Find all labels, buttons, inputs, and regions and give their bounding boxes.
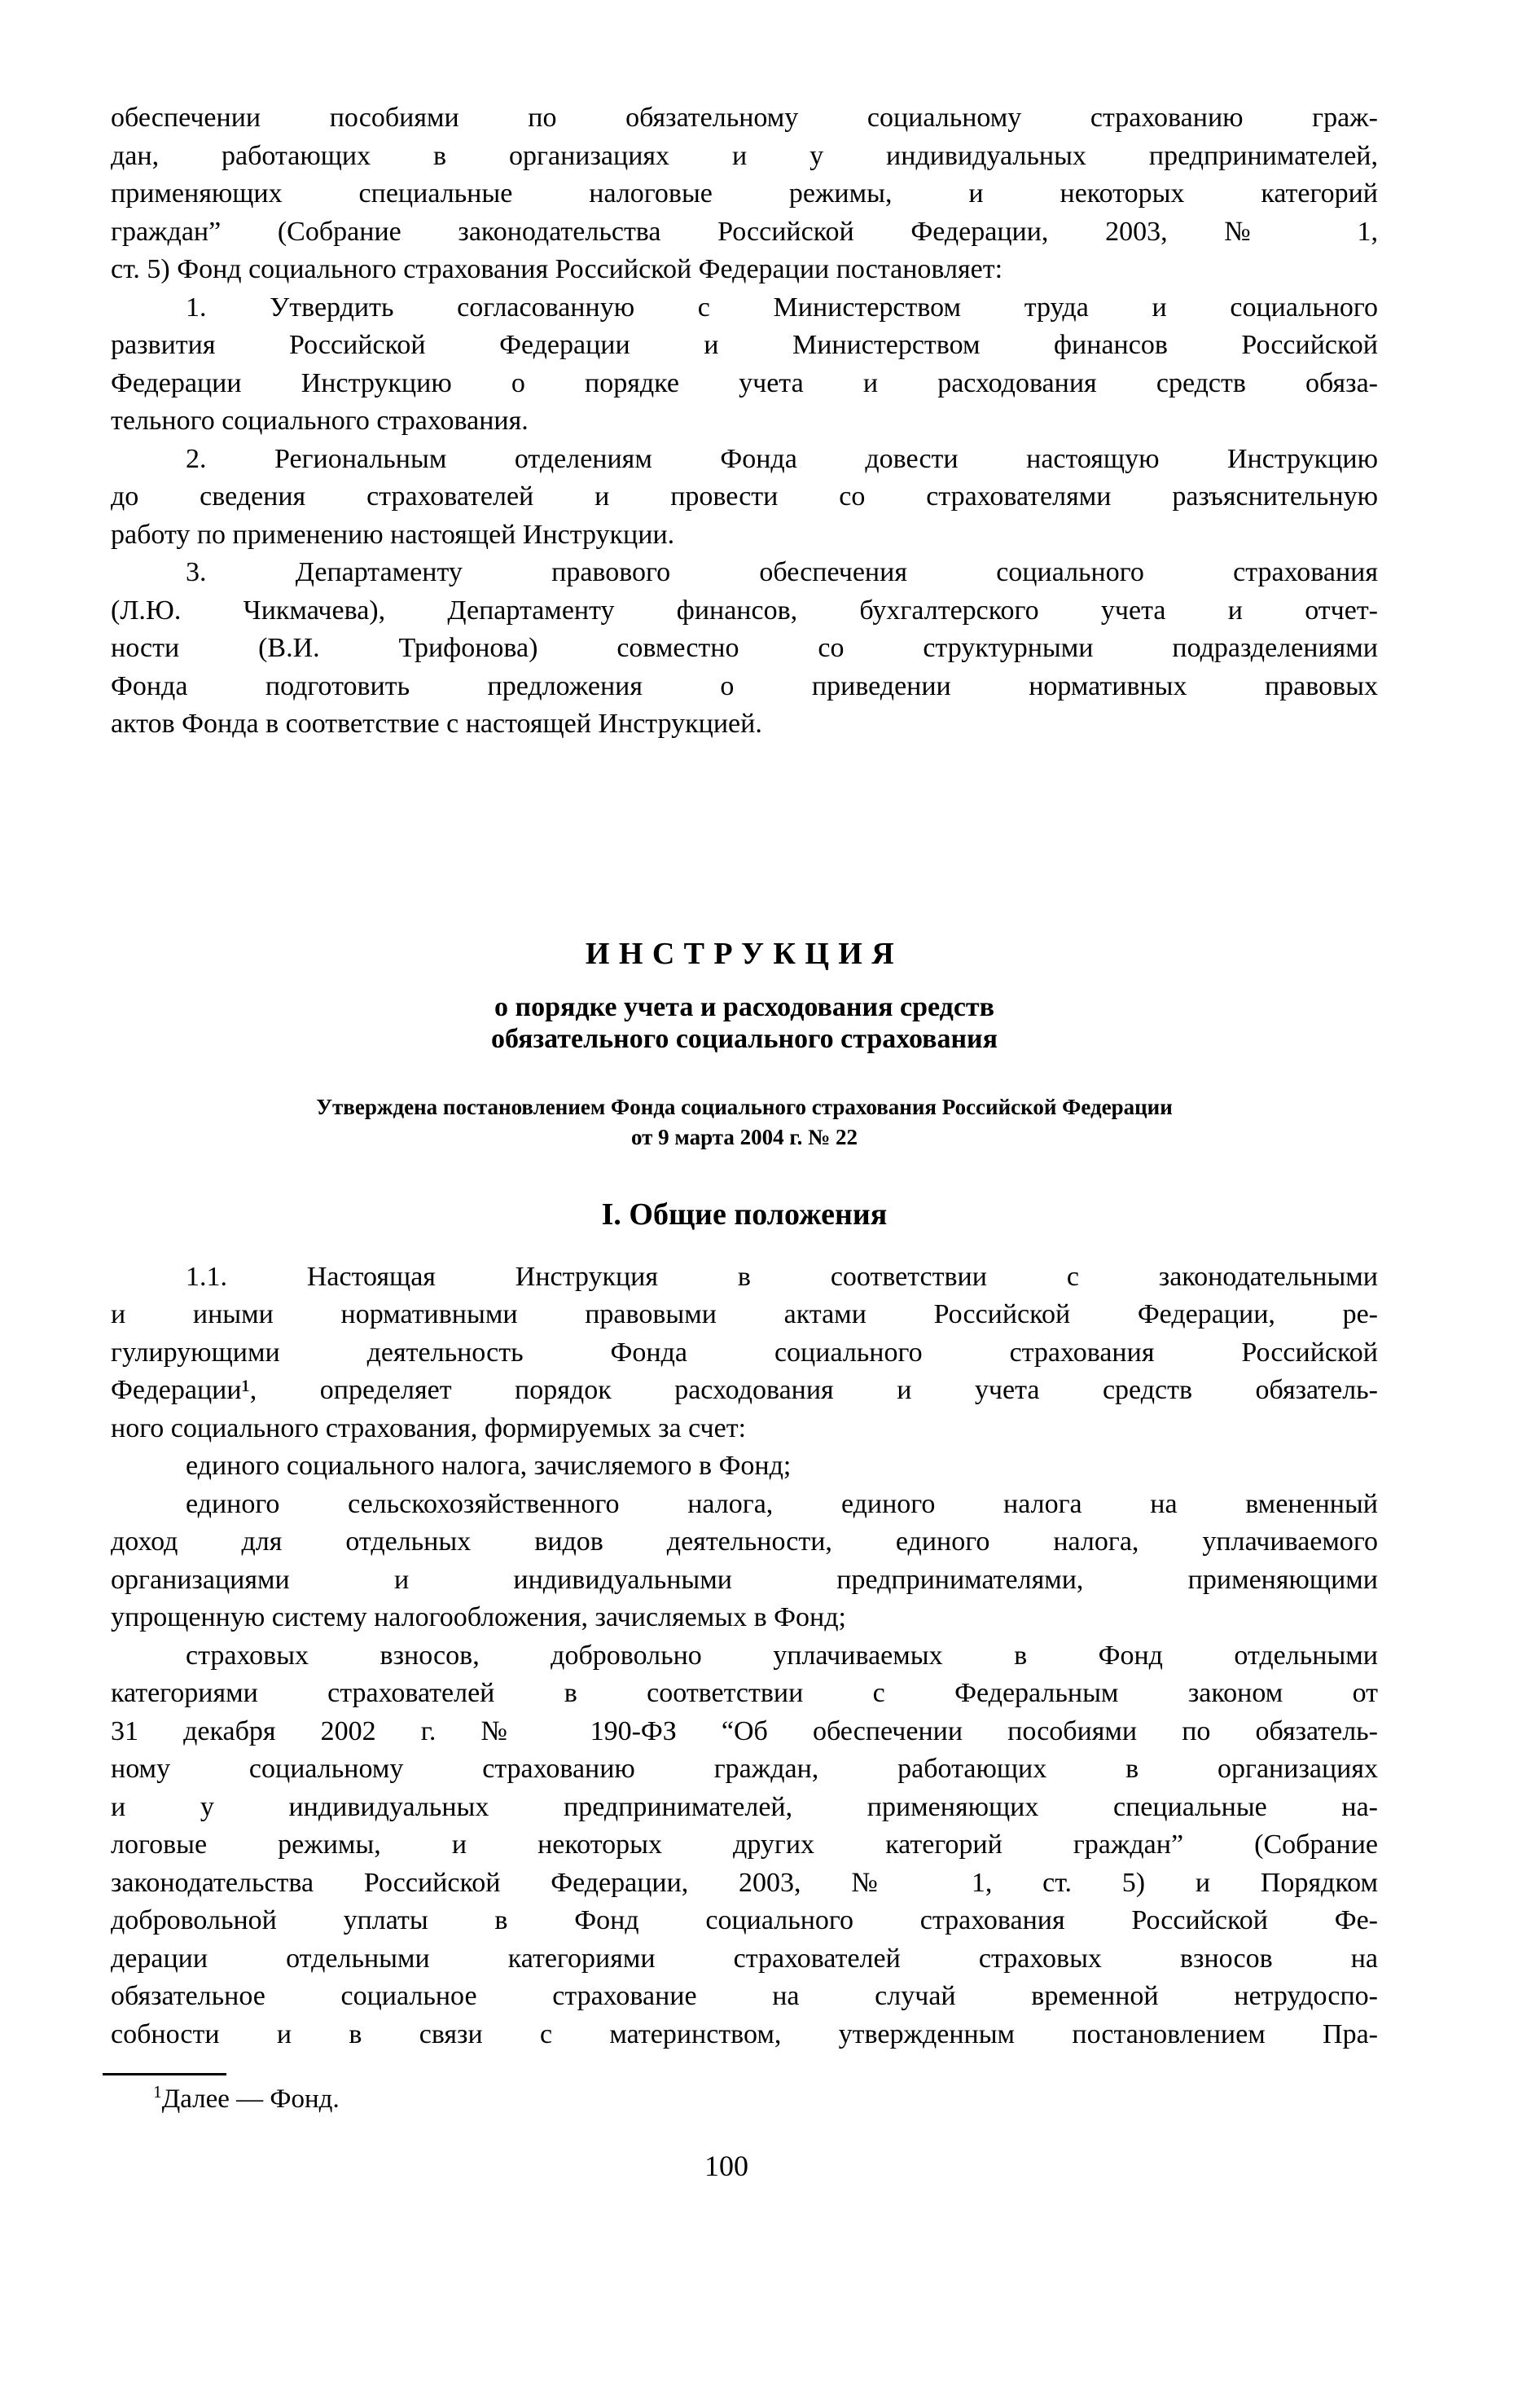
text-line: Федерации¹, определяет порядок расходования и учета средств обязатель- bbox=[111, 1375, 1378, 1405]
section-heading: I. Общие положения bbox=[601, 1197, 888, 1232]
text-line: доход для отдельных видов деятельности, единого налога, уплачиваемого bbox=[111, 1526, 1378, 1557]
paragraph bbox=[111, 1447, 1378, 1486]
text-line: собности и в связи с материнством, утвержденным постановлением Пра- bbox=[111, 2018, 1378, 2049]
footnote-marker: 1 bbox=[153, 2082, 162, 2102]
text-column bbox=[111, 99, 1378, 2185]
approval-note bbox=[111, 1092, 1378, 1153]
text-line: страховых взносов, добровольно уплачиваемых в Фонд отдельными bbox=[186, 1640, 1378, 1671]
paragraph bbox=[111, 1258, 1378, 1448]
text-line: применяющих специальные налоговые режимы, и некоторых категорий bbox=[111, 178, 1378, 209]
text-line: единого социального налога, зачисляемого в Фонд; bbox=[186, 1451, 792, 1481]
text-line: 3. Департаменту правового обеспечения социального страхования bbox=[186, 557, 1378, 587]
paragraph bbox=[111, 554, 1378, 744]
footnote-text: Далее — Фонд. bbox=[161, 2084, 340, 2114]
footnote bbox=[111, 2082, 1378, 2116]
text-line: дерации отдельными категориями страхователей страховых взносов на bbox=[111, 1943, 1378, 1974]
document-title: ИНСТРУКЦИЯ bbox=[585, 936, 904, 971]
general-provisions-paragraphs bbox=[111, 1258, 1378, 2054]
text-line: 1.1. Настоящая Инструкция в соответствии с законодательными bbox=[186, 1261, 1378, 1292]
document-subtitle bbox=[111, 991, 1378, 1055]
approval-note-line: от 9 марта 2004 г. № 22 bbox=[631, 1124, 858, 1149]
text-line: обеспечении пособиями по обязательному социальному страхованию граж- bbox=[111, 103, 1378, 133]
text-line: гулирующими деятельность Фонда социального страхования Российской bbox=[111, 1337, 1378, 1368]
paragraph bbox=[111, 289, 1378, 441]
approval-note-line: Утверждена постановлением Фонда социального страхования Российской Федерации bbox=[316, 1094, 1173, 1119]
text-line: 1. Утвердить согласованную с Министерством труда и социального bbox=[186, 292, 1378, 323]
text-line: упрощенную систему налогообложения, зачисляемых в Фонд; bbox=[111, 1602, 846, 1632]
paragraph bbox=[111, 1637, 1378, 2054]
paragraph bbox=[111, 1486, 1378, 1637]
text-line: развития Российской Федерации и Министерством финансов Российской bbox=[111, 330, 1378, 360]
text-line: и иными нормативными правовыми актами Российской Федерации, ре- bbox=[111, 1299, 1378, 1329]
resolution-paragraphs bbox=[111, 99, 1378, 744]
text-line: единого сельскохозяйственного налога, единого налога на вмененный bbox=[186, 1488, 1378, 1519]
text-line: работу по применению настоящей Инструкции. bbox=[111, 519, 675, 550]
text-line: организациями и индивидуальными предпринимателями, применяющими bbox=[111, 1564, 1378, 1595]
text-line: ному социальному страхованию граждан, работающих в организациях bbox=[111, 1754, 1378, 1784]
text-line: категориями страхователей в соответствии с Федеральным законом от bbox=[111, 1678, 1378, 1708]
page-number: 100 bbox=[704, 2150, 748, 2182]
text-line: тельного социального страхования. bbox=[111, 406, 529, 436]
text-line: законодательства Российской Федерации, 2003, № 1, ст. 5) и Порядком bbox=[111, 1867, 1378, 1898]
document-subtitle-line: обязательного социального страхования bbox=[490, 1023, 998, 1054]
text-line: Фонда подготовить предложения о приведении нормативных правовых bbox=[111, 670, 1378, 701]
text-line: Федерации Инструкцию о порядке учета и расходования средств обяза- bbox=[111, 367, 1378, 398]
text-line: (Л.Ю. Чикмачева), Департаменту финансов, бухгалтерского учета и отчет- bbox=[111, 595, 1378, 626]
text-line: граждан” (Собрание законодательства Российской Федерации, 2003, № 1, bbox=[111, 216, 1378, 247]
document-subtitle-line: о порядке учета и расходования средств bbox=[494, 991, 994, 1022]
text-line: и у индивидуальных предпринимателей, применяющих специальные на- bbox=[111, 1791, 1378, 1822]
text-line: 2. Региональным отделениям Фонда довести настоящую Инструкцию bbox=[186, 443, 1378, 474]
text-line: ности (В.И. Трифонова) совместно со структурными подразделениями bbox=[111, 633, 1378, 663]
text-line: 31 декабря 2002 г. № 190-ФЗ “Об обеспечении пособиями по обязатель- bbox=[111, 1715, 1378, 1746]
paragraph bbox=[111, 441, 1378, 555]
text-line: добровольной уплаты в Фонд социального страхования Российской Фе- bbox=[111, 1905, 1378, 1935]
text-line: актов Фонда в соответствие с настоящей Инструкцией. bbox=[111, 709, 762, 739]
text-line: ного социального страхования, формируемых за счет: bbox=[111, 1412, 747, 1443]
footnote-separator bbox=[103, 2073, 226, 2075]
text-line: ст. 5) Фонд социального страхования Российской Федерации постановляет: bbox=[111, 254, 1003, 284]
text-line: логовые режимы, и некоторых других категорий граждан” (Собрание bbox=[111, 1829, 1378, 1860]
text-line: дан, работающих в организациях и у индивидуальных предпринимателей, bbox=[111, 140, 1378, 171]
text-line: обязательное социальное страхование на случай временной нетрудоспо- bbox=[111, 1981, 1378, 2011]
paragraph bbox=[111, 99, 1378, 289]
text-line: до сведения страхователей и провести со страхователями разъяснительную bbox=[111, 481, 1378, 512]
